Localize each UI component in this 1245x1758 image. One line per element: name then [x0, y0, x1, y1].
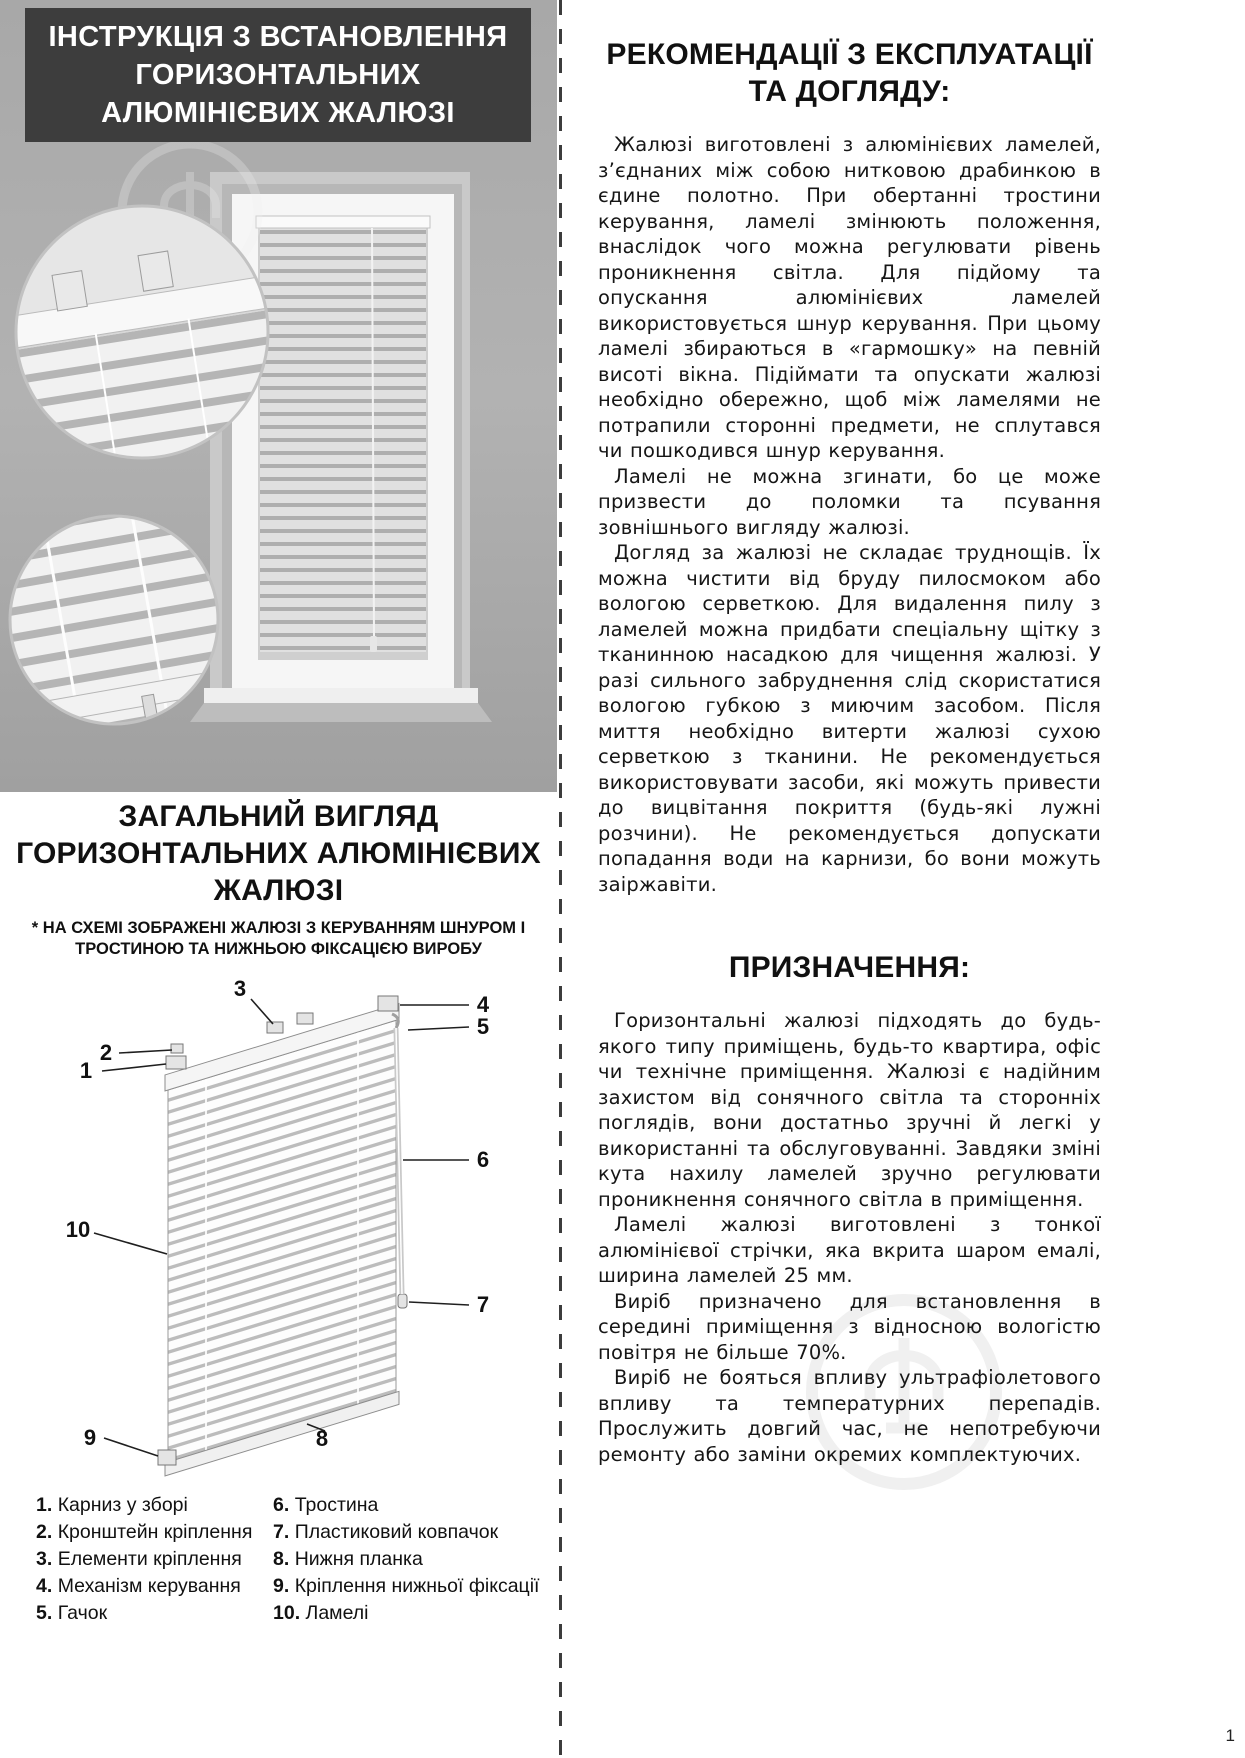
care-paragraph: Ламелі не можна згинати, бо це може призвести до поломки та псування зовнішнього вигляду жалюзі.: [598, 464, 1101, 539]
callout-number-2: 2: [99, 1040, 113, 1065]
purpose-section-title: ПРИЗНАЧЕННЯ:: [728, 951, 971, 984]
headrail: [256, 216, 430, 228]
care-section-title: РЕКОМЕНДАЦІЇ З ЕКСПЛУАТАЦІЇ ТА ДОГЛЯДУ:: [606, 38, 1093, 108]
legend-item: 10. Ламелі: [273, 1602, 369, 1624]
callout-number-7: 7: [476, 1292, 490, 1317]
callout-number-6: 6: [476, 1147, 490, 1172]
column-divider: [559, 0, 562, 1758]
callout-number-9: 9: [83, 1425, 97, 1450]
legend-item: 7. Пластиковий ковпачок: [273, 1521, 499, 1543]
legend-item: 6. Тростина: [273, 1494, 379, 1516]
legend-column-left: [36, 1492, 273, 1627]
callout-number-4: 4: [476, 992, 490, 1017]
callout-number-1: 1: [79, 1058, 93, 1083]
legend-item: 3. Елементи кріплення: [36, 1548, 242, 1570]
callout-number-3: 3: [233, 976, 247, 1001]
page-number: 1: [1225, 1726, 1235, 1745]
legend-column-right: [273, 1492, 539, 1627]
purpose-paragraph: Ламелі жалюзі виготовлені з тонкої алюмінієвої стрічки, яка вкрита шаром емалі, ширина ламелей 25 мм.: [598, 1213, 1101, 1287]
callout-number-10: 10: [65, 1217, 91, 1242]
legend-item: 4. Механізм керування: [36, 1575, 241, 1597]
overview-title: ЗАГАЛЬНИЙ ВИГЛЯД ГОРИЗОНТАЛЬНИХ АЛЮМІНІЄВИХ ЖАЛЮЗІ: [16, 800, 541, 907]
installation-photo: [0, 0, 557, 792]
bottom-fixation: [158, 1450, 176, 1465]
blinds-schematic-diagram: [20, 972, 530, 1487]
header-title: ІНСТРУКЦІЯ З ВСТАНОВЛЕННЯ ГОРИЗОНТАЛЬНИХ АЛЮМІНІЄВИХ ЖАЛЮЗІ: [48, 21, 508, 129]
care-paragraph: Догляд за жалюзі не складає труднощів. Їх можна чистити від бруду пилосмоком або вологою серветкою. Для видалення пилу з ламелей можна придбати спеціальну щітку з тканинною насадкою для чищення жалюзі. У разі сильного забруднення слід скористатися вологою губкою з миючим засобом. Після миття необхідно витерти жалюзі сухою серветкою з тканини. Не рекомендується використовувати засоби, які можуть привести до вицвітання покриття (будь-які лужні розчини). Не рекомендується допускати попадання води на карнизи, бо вони можуть заіржавіти.: [598, 541, 1101, 896]
right-column: [598, 36, 1101, 1467]
bracket-part: [166, 1056, 186, 1069]
window-blinds: [260, 226, 426, 652]
legend-item: 1. Карниз у зборі: [36, 1494, 188, 1516]
fixing-clip: [267, 1022, 283, 1033]
legend-item: 9. Кріплення нижньої фіксації: [273, 1575, 540, 1597]
purpose-paragraph: Виріб призначено для встановлення в середині приміщення з відносною вологістю повітря не більше 70%.: [598, 1289, 1101, 1364]
purpose-paragraph: Виріб не бояться впливу ультрафіолетового впливу та температурних перепадів. Прослужить довгий час, не непотребуючи ремонту або заміни окремих комплектуючих.: [598, 1366, 1101, 1466]
bracket-part: [171, 1044, 183, 1053]
cord-tassel: [370, 636, 377, 652]
legend-item: 2. Кронштейн кріплення: [36, 1521, 253, 1543]
care-paragraph: Жалюзі виготовлені з алюмінієвих ламелей, з’єднаних між собою нитковою драбинкою в єдине полотно. При обертанні тростини керування, ламелі змінюють положення, внаслідок чого можна регулювати рівень проникнення світла. Для підйому та опускання алюмінієвих ламелей використовується шнур керування. При цьому ламелі збираються в «гармошку» на певній висоті вікна. Підіймати та опускати жалюзі необхідно обережно, щоб між ламелями не потрапили сторонні предмети, не сплутався чи пошкодився шнур керування.: [598, 133, 1101, 462]
legend-item: 8. Нижня планка: [273, 1548, 423, 1570]
diagram-legend: [36, 1492, 556, 1627]
control-mechanism: [378, 996, 398, 1011]
plastic-cap: [398, 1294, 407, 1308]
callout-number-5: 5: [476, 1014, 490, 1039]
fixing-clip: [297, 1013, 313, 1024]
callout-number-8: 8: [315, 1426, 329, 1451]
purpose-paragraph: Горизонтальні жалюзі підходять до будь-якого типу приміщень, будь-то квартира, офіс чи технічне приміщення. Жалюзі є надійним захистом від сонячного світла та сторонніх поглядів, вони достатньо зручні й легкі у використанні та обслуговуванні. Завдяки зміні кута нахилу ламелей зручно регулювати проникнення сонячного світла в приміщення.: [598, 1009, 1101, 1211]
window-sill: [204, 688, 478, 703]
legend-item: 5. Гачок: [36, 1602, 108, 1624]
blinds-panel: [165, 1003, 399, 1476]
header-title-box: [25, 8, 531, 142]
overview-note: * НА СХЕМІ ЗОБРАЖЕНІ ЖАЛЮЗІ З КЕРУВАННЯМ ШНУРОМ І ТРОСТИНОЮ ТА НИЖНЬОЮ ФІКСАЦІЄЮ ВИРОБУ: [31, 919, 526, 958]
